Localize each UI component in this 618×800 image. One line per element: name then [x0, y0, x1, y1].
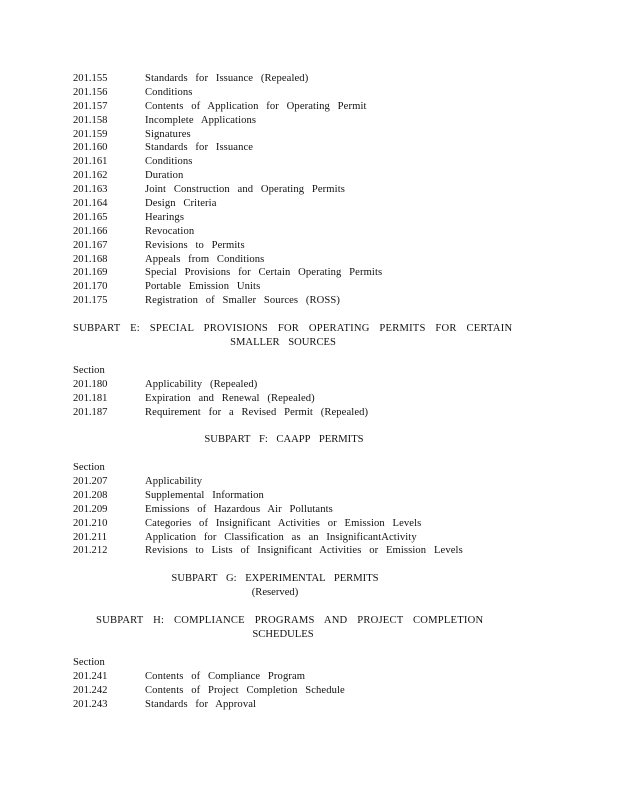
section-label: Section: [73, 462, 105, 473]
list-item: 201.243 Standards for Approval: [73, 698, 257, 710]
subpart-h-heading-line2: SCHEDULES: [252, 629, 314, 640]
list-item: 201.163 Joint Construction and Operating Permits: [73, 184, 345, 196]
list-item: 201.207 Applicability: [73, 476, 203, 487]
list-item: 201.158 Incomplete Applications: [73, 114, 257, 126]
list-item: 201.210 Categories of Insignificant Activities or Emission Levels: [73, 517, 422, 529]
list-item: 201.212 Revisions to Lists of Insignificant Activities or Emission Levels: [73, 545, 463, 557]
list-item: 201.167 Revisions to Permits: [73, 239, 245, 251]
list-item: 201.209 Emissions of Hazardous Air Pollutants: [73, 503, 333, 515]
list-item: 201.156 Conditions: [73, 86, 193, 98]
list-item: 201.241 Contents of Compliance Program: [73, 671, 306, 682]
list-item: 201.165 Hearings: [73, 211, 185, 223]
subpart-e-heading-line2: SMALLER SOURCES: [230, 337, 336, 348]
subpart-h-heading: SUBPART H: COMPLIANCE PROGRAMS AND PROJECT COMPLETION: [96, 615, 484, 626]
section-label: Section: [73, 657, 105, 668]
list-item: 201.180 Applicability (Repealed): [73, 379, 258, 390]
list-item: 201.208 Supplemental Information: [73, 489, 264, 501]
subpart-e-heading: SUBPART E: SPECIAL PROVISIONS FOR OPERATING PERMITS FOR CERTAIN: [73, 323, 513, 334]
section-list-h: [73, 670, 593, 712]
list-item: 201.169 Special Provisions for Certain Operating Permits: [73, 267, 383, 279]
section-list-e: [73, 378, 593, 420]
list-item: 201.168 Appeals from Conditions: [73, 253, 265, 265]
list-item: 201.160 Standards for Issuance: [73, 142, 254, 154]
list-item: 201.170 Portable Emission Units: [73, 281, 261, 293]
list-item: 201.155 Standards for Issuance (Repealed): [73, 73, 309, 84]
section-label: Section: [73, 365, 105, 376]
subpart-g-heading: SUBPART G: EXPERIMENTAL PERMITS: [171, 573, 379, 584]
list-item: 201.164 Design Criteria: [73, 198, 217, 210]
subpart-g-reserved: (Reserved): [251, 587, 299, 598]
list-item: 201.175 Registration of Smaller Sources (ROSS): [73, 295, 341, 307]
list-item: 201.166 Revocation: [73, 225, 195, 237]
list-item: 201.181 Expiration and Renewal (Repealed): [73, 392, 315, 404]
list-item: 201.157 Contents of Application for Operating Permit: [73, 100, 367, 112]
section-list-f: [73, 475, 593, 558]
list-item: 201.162 Duration: [73, 170, 184, 182]
subpart-f-heading: SUBPART F: CAAPP PERMITS: [204, 434, 364, 445]
list-item: 201.161 Conditions: [73, 156, 193, 168]
section-list-a: [73, 72, 593, 308]
list-item: 201.187 Requirement for a Revised Permit (Repealed): [73, 406, 369, 418]
list-item: 201.211 Application for Classification as an InsignificantActivity: [73, 531, 417, 543]
list-item: 201.242 Contents of Project Completion Schedule: [73, 684, 345, 696]
list-item: 201.159 Signatures: [73, 128, 191, 140]
